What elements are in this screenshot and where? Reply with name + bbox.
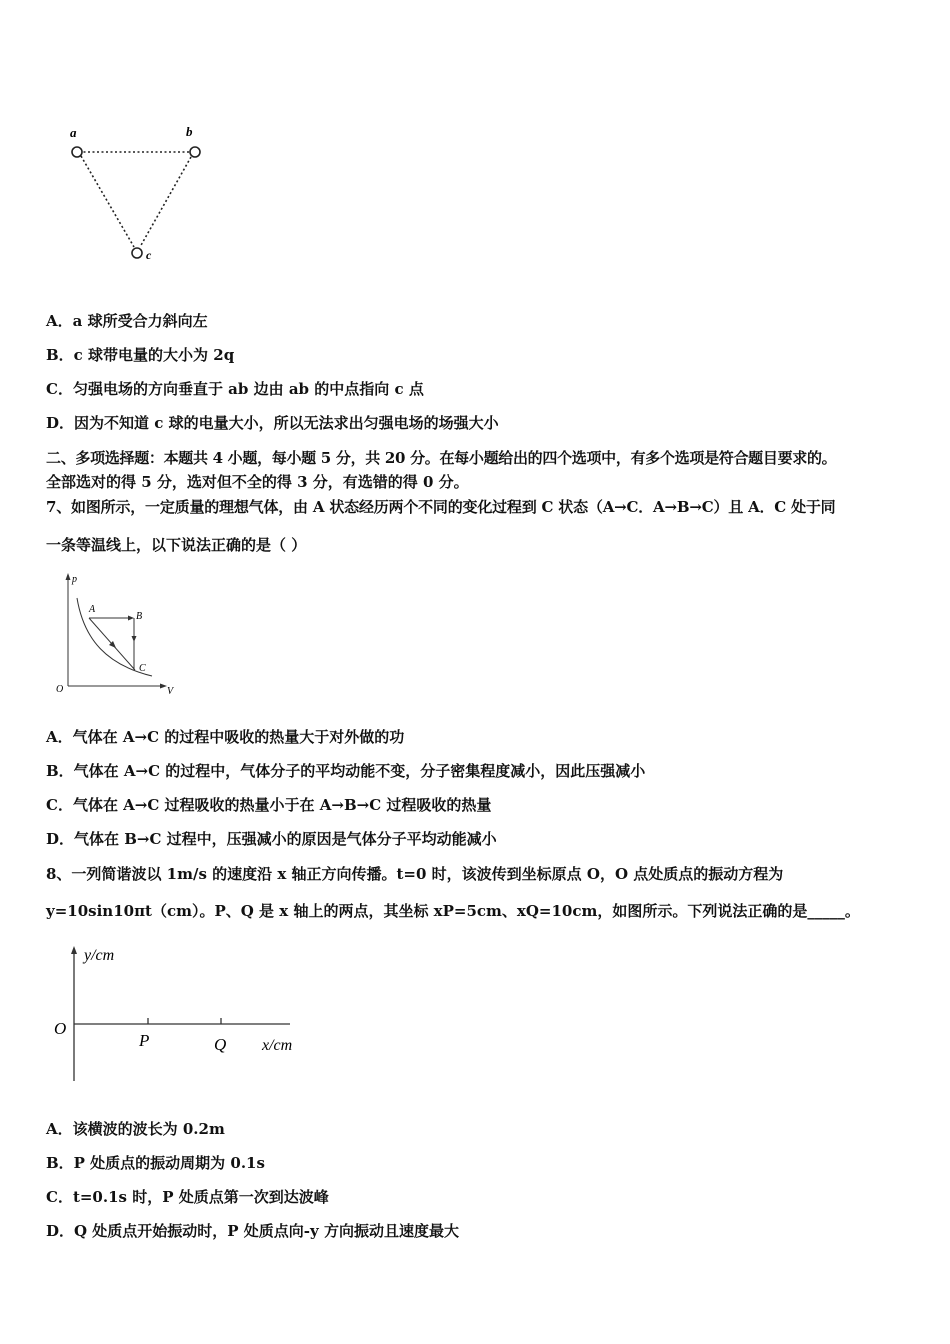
- q8-option-b: B．P 处质点的振动周期为 0.1s: [46, 1154, 265, 1172]
- label-ycm: y/cm: [84, 947, 115, 964]
- q7-option-a: A．气体在 A→C 的过程中吸收的热量大于对外做的功: [46, 728, 405, 746]
- label-v: V: [167, 686, 174, 697]
- ball-c: [132, 248, 142, 258]
- wave-axis-figure: [44, 938, 314, 1088]
- q7-option-c: C．气体在 A→C 过程吸收的热量小于在 A→B→C 过程吸收的热量: [46, 796, 492, 814]
- label-p: P: [139, 1031, 150, 1050]
- label-b: b: [186, 124, 193, 139]
- q7-option-d: D．气体在 B→C 过程中，压强减小的原因是气体分子平均动能减小: [46, 830, 497, 848]
- label-p: p: [72, 574, 77, 585]
- q7-stem-line2: 一条等温线上，以下说法正确的是（ ）: [46, 536, 307, 554]
- q8-stem-line1: 8、一列简谐波以 1m/s 的速度沿 x 轴正方向传播。t=0 时，该波传到坐标原点 O，O 点处质点的振动方程为: [46, 865, 784, 883]
- q8-stem-line2: y=10sin10πt（cm）。P、Q 是 x 轴上的两点，其坐标 xP=5cm、xQ=10cm，如图所示。下列说法正确的是_____。: [46, 902, 860, 920]
- q8-option-c: C．t=0.1s 时，P 处质点第一次到达波峰: [46, 1188, 329, 1206]
- arrow-a-b: [128, 616, 134, 621]
- label-a: a: [70, 125, 77, 140]
- v-axis-arrow: [160, 684, 167, 689]
- q7-stem-line1: 7、如图所示，一定质量的理想气体，由 A 状态经历两个不同的变化过程到 C 状态（A→C．A→B→C）且 A．C 处于同: [46, 498, 836, 516]
- pv-diagram-figure: [52, 570, 192, 700]
- q6-option-b: B．c 球带电量的大小为 2q: [46, 346, 235, 364]
- edge-ac: [81, 156, 134, 247]
- p-axis-arrow: [66, 573, 71, 580]
- label-o: O: [56, 684, 64, 695]
- q7-option-b: B．气体在 A→C 的过程中，气体分子的平均动能不变，分子密集程度减小，因此压强减小: [46, 762, 646, 780]
- section2-header-line2: 全部选对的得 5 分，选对但不全的得 3 分，有选错的得 0 分。: [46, 473, 469, 491]
- q6-option-d: D．因为不知道 c 球的电量大小，所以无法求出匀强电场的场强大小: [46, 414, 499, 432]
- ball-b: [190, 147, 200, 157]
- label-q: Q: [214, 1035, 227, 1054]
- label-b: B: [136, 611, 143, 622]
- label-o: O: [54, 1019, 67, 1038]
- label-c: C: [139, 663, 146, 674]
- q6-option-a: A．a 球所受合力斜向左: [46, 312, 208, 330]
- ball-a: [72, 147, 82, 157]
- label-a: A: [89, 604, 96, 615]
- q6-option-c: C．匀强电场的方向垂直于 ab 边由 ab 的中点指向 c 点: [46, 380, 424, 398]
- y-axis-arrow: [71, 946, 77, 954]
- q8-option-d: D．Q 处质点开始振动时，P 处质点向-y 方向振动且速度最大: [46, 1222, 459, 1240]
- label-xcm: x/cm: [262, 1037, 293, 1054]
- edge-bc: [140, 157, 191, 247]
- triangle-charges-figure: [60, 120, 220, 270]
- section2-header-line1: 二、多项选择题：本题共 4 小题，每小题 5 分，共 20 分。在每小题给出的四个选项中，有多个选项是符合题目要求的。: [46, 449, 837, 467]
- arrow-b-c: [132, 636, 137, 642]
- label-c: c: [146, 248, 152, 262]
- q8-option-a: A．该横波的波长为 0.2m: [46, 1120, 225, 1138]
